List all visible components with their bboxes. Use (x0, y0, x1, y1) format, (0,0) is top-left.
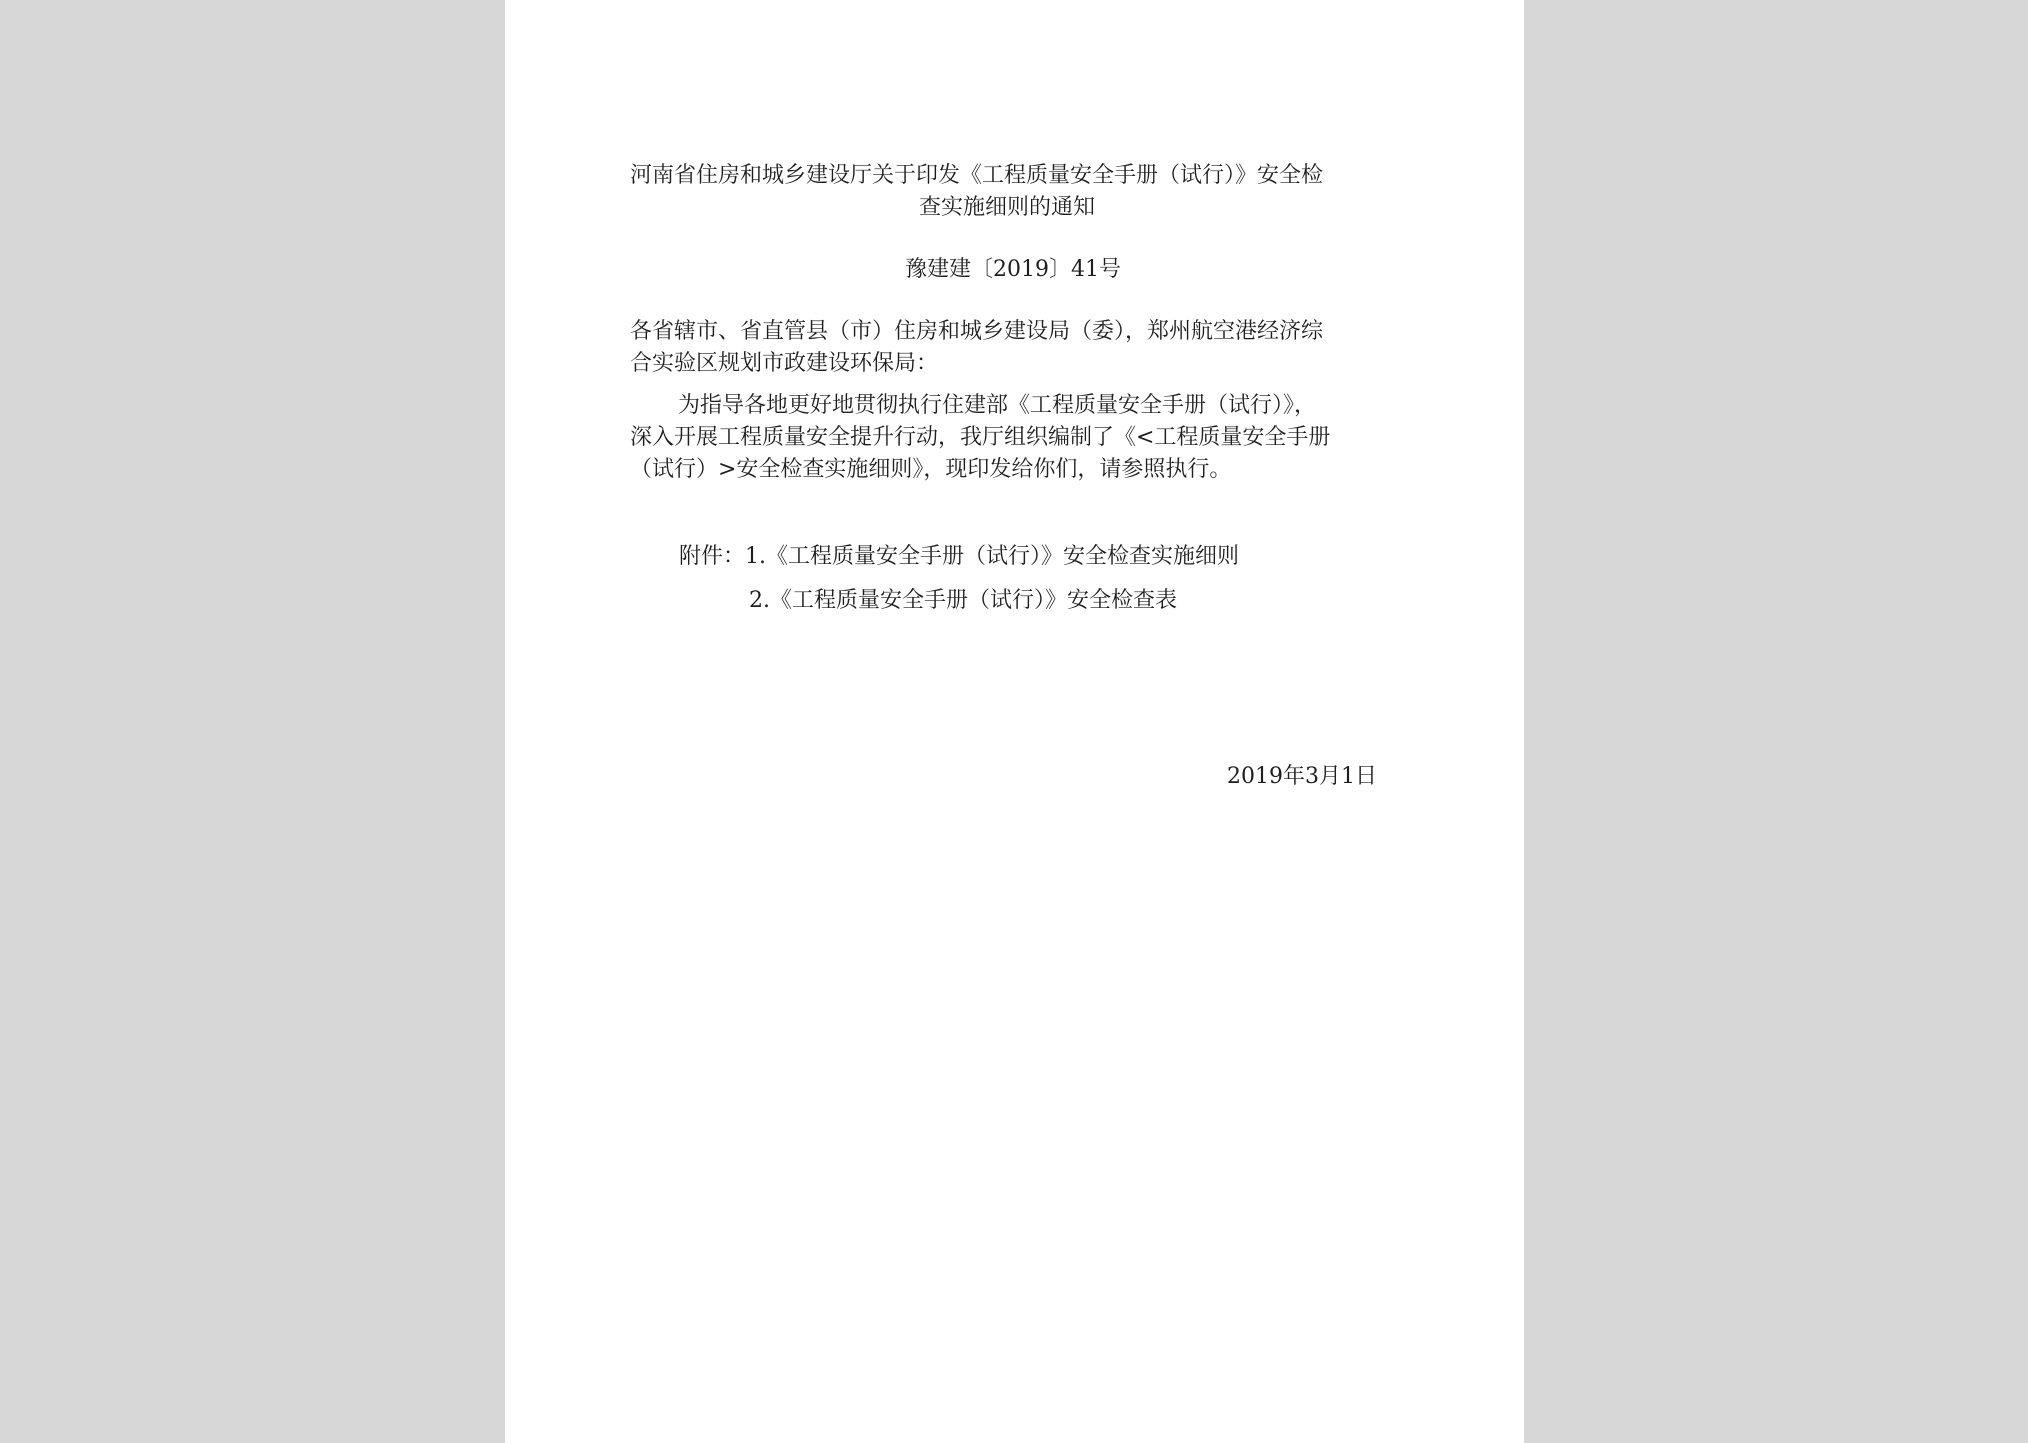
attachment-item-2: 2.《工程质量安全手册（试行）》安全检查表 (749, 588, 1177, 613)
addressee-line-2: 合实验区规划市政建设环保局： (630, 351, 939, 376)
issue-date: 2019年3月1日 (1227, 764, 1377, 789)
body-line-2: 深入开展工程质量安全提升行动，我厅组织编制了《<工程质量安全手册 (630, 425, 1331, 450)
document-page (505, 0, 1524, 1443)
attachment-item-1: 附件：1.《工程质量安全手册（试行）》安全检查实施细则 (679, 544, 1239, 569)
body-line-3: （试行）>安全检查实施细则》，现印发给你们，请参照执行。 (630, 457, 1232, 482)
title-line-2: 查实施细则的通知 (919, 195, 1096, 220)
body-line-1: 为指导各地更好地贯彻执行住建部《工程质量安全手册（试行）》， (678, 393, 1317, 418)
title-line-1: 河南省住房和城乡建设厅关于印发《工程质量安全手册（试行）》安全检 (630, 163, 1324, 188)
addressee-line-1: 各省辖市、省直管县（市）住房和城乡建设局（委），郑州航空港经济综 (630, 319, 1324, 344)
document-number: 豫建建〔2019〕41号 (905, 257, 1121, 282)
